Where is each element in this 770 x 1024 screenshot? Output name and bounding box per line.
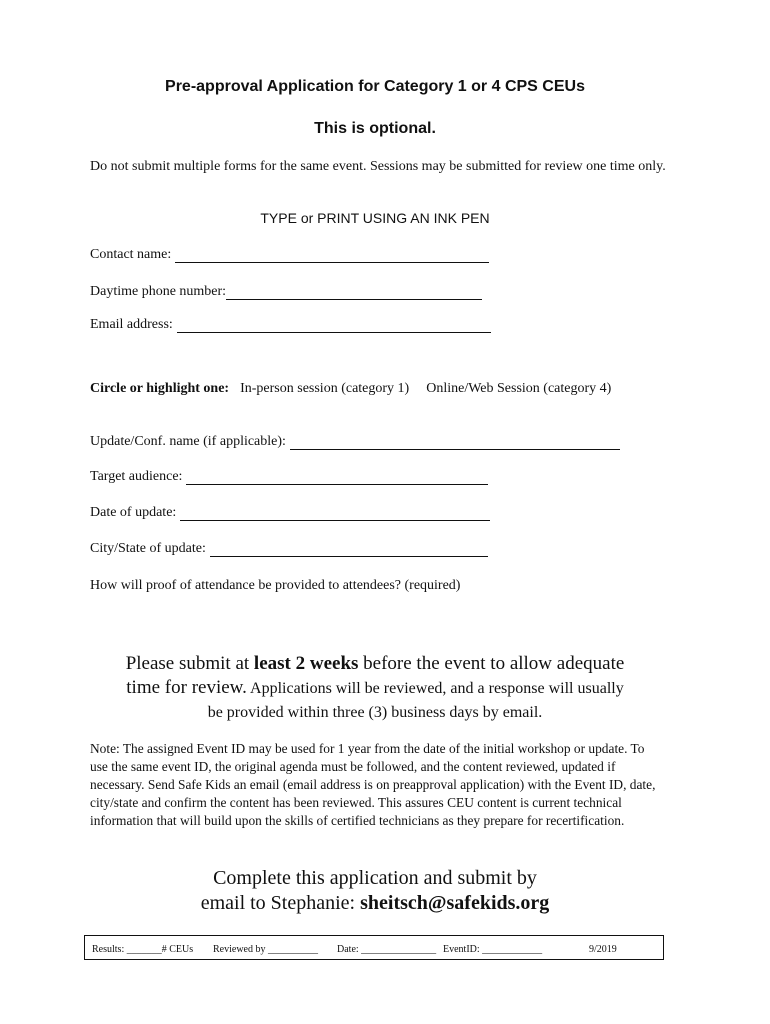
date-field[interactable] bbox=[90, 505, 490, 521]
footer-date: Date: _______________ bbox=[337, 944, 437, 955]
footer-reviewed: Reviewed by __________ bbox=[213, 944, 318, 955]
update-name-line[interactable] bbox=[290, 435, 620, 450]
footer-results: Results: _______# CEUs bbox=[92, 944, 194, 955]
email-field[interactable] bbox=[90, 317, 491, 333]
proof-question: How will proof of attendance be provided to attendees? (required) bbox=[90, 578, 461, 593]
closing-line2-prefix: email to Stephanie: bbox=[200, 892, 361, 914]
audience-label: Target audience: bbox=[90, 469, 183, 484]
session-type-row bbox=[90, 381, 611, 397]
office-use-box bbox=[84, 935, 664, 960]
notice-line3: be provided within three (3) business days by email. bbox=[207, 704, 543, 721]
closing-block bbox=[0, 866, 750, 916]
audience-field[interactable] bbox=[90, 469, 488, 485]
city-line[interactable] bbox=[210, 542, 488, 557]
email-label: Email address: bbox=[90, 317, 173, 332]
notice-part2: before the event to allow adequate bbox=[358, 653, 625, 674]
closing-line1: Complete this application and submit by bbox=[213, 867, 537, 889]
notice-line2a: time for review. bbox=[126, 677, 247, 698]
submit-notice bbox=[0, 652, 750, 725]
circle-label: Circle or highlight one: bbox=[90, 381, 230, 396]
audience-line[interactable] bbox=[186, 470, 488, 485]
contact-name-field[interactable] bbox=[90, 247, 489, 263]
update-name-label: Update/Conf. name (if applicable): bbox=[90, 434, 286, 449]
phone-line[interactable] bbox=[226, 285, 482, 300]
update-name-field[interactable] bbox=[90, 434, 620, 450]
option-online[interactable]: Online/Web Session (category 4) bbox=[426, 381, 612, 396]
notice-bold: least 2 weeks bbox=[253, 653, 359, 674]
form-title: Pre-approval Application for Category 1 or 4 CPS CEUs bbox=[165, 78, 585, 95]
instruction: TYPE or PRINT USING AN INK PEN bbox=[260, 210, 490, 226]
intro-text: Do not submit multiple forms for the same event. Sessions may be submitted for review one time only. bbox=[90, 159, 666, 174]
notice-line2b: Applications will be reviewed, and a response will usually bbox=[246, 680, 624, 697]
email-line[interactable] bbox=[177, 318, 491, 333]
optional-subtitle: This is optional. bbox=[314, 120, 436, 137]
city-field[interactable] bbox=[90, 541, 488, 557]
contact-name-line[interactable] bbox=[175, 248, 489, 263]
phone-label: Daytime phone number: bbox=[90, 284, 227, 299]
phone-field[interactable] bbox=[90, 284, 482, 300]
note-paragraph: Note: The assigned Event ID may be used for 1 year from the date of the initial workshop or update. To use the same event ID, the original agenda must be followed, and the content reviewed, updated if necessary. Send Safe Kids an email (email address is on preapproval application) with the Event ID, date, city/state and confirm the content has been reviewed. This assures CEU content is current technical information that will build upon the skills of certified technicians as they prepare for recertification. bbox=[90, 741, 656, 828]
footer-version: 9/2019 bbox=[589, 944, 617, 955]
notice-part1: Please submit at bbox=[125, 653, 254, 674]
option-inperson[interactable]: In-person session (category 1) bbox=[240, 381, 410, 396]
date-line[interactable] bbox=[180, 506, 490, 521]
contact-email-link[interactable]: sheitsch@safekids.org bbox=[360, 892, 550, 914]
contact-name-label: Contact name: bbox=[90, 247, 172, 262]
date-label: Date of update: bbox=[90, 505, 177, 520]
footer-event-id: EventID: ____________ bbox=[443, 944, 543, 955]
city-label: City/State of update: bbox=[90, 541, 206, 556]
